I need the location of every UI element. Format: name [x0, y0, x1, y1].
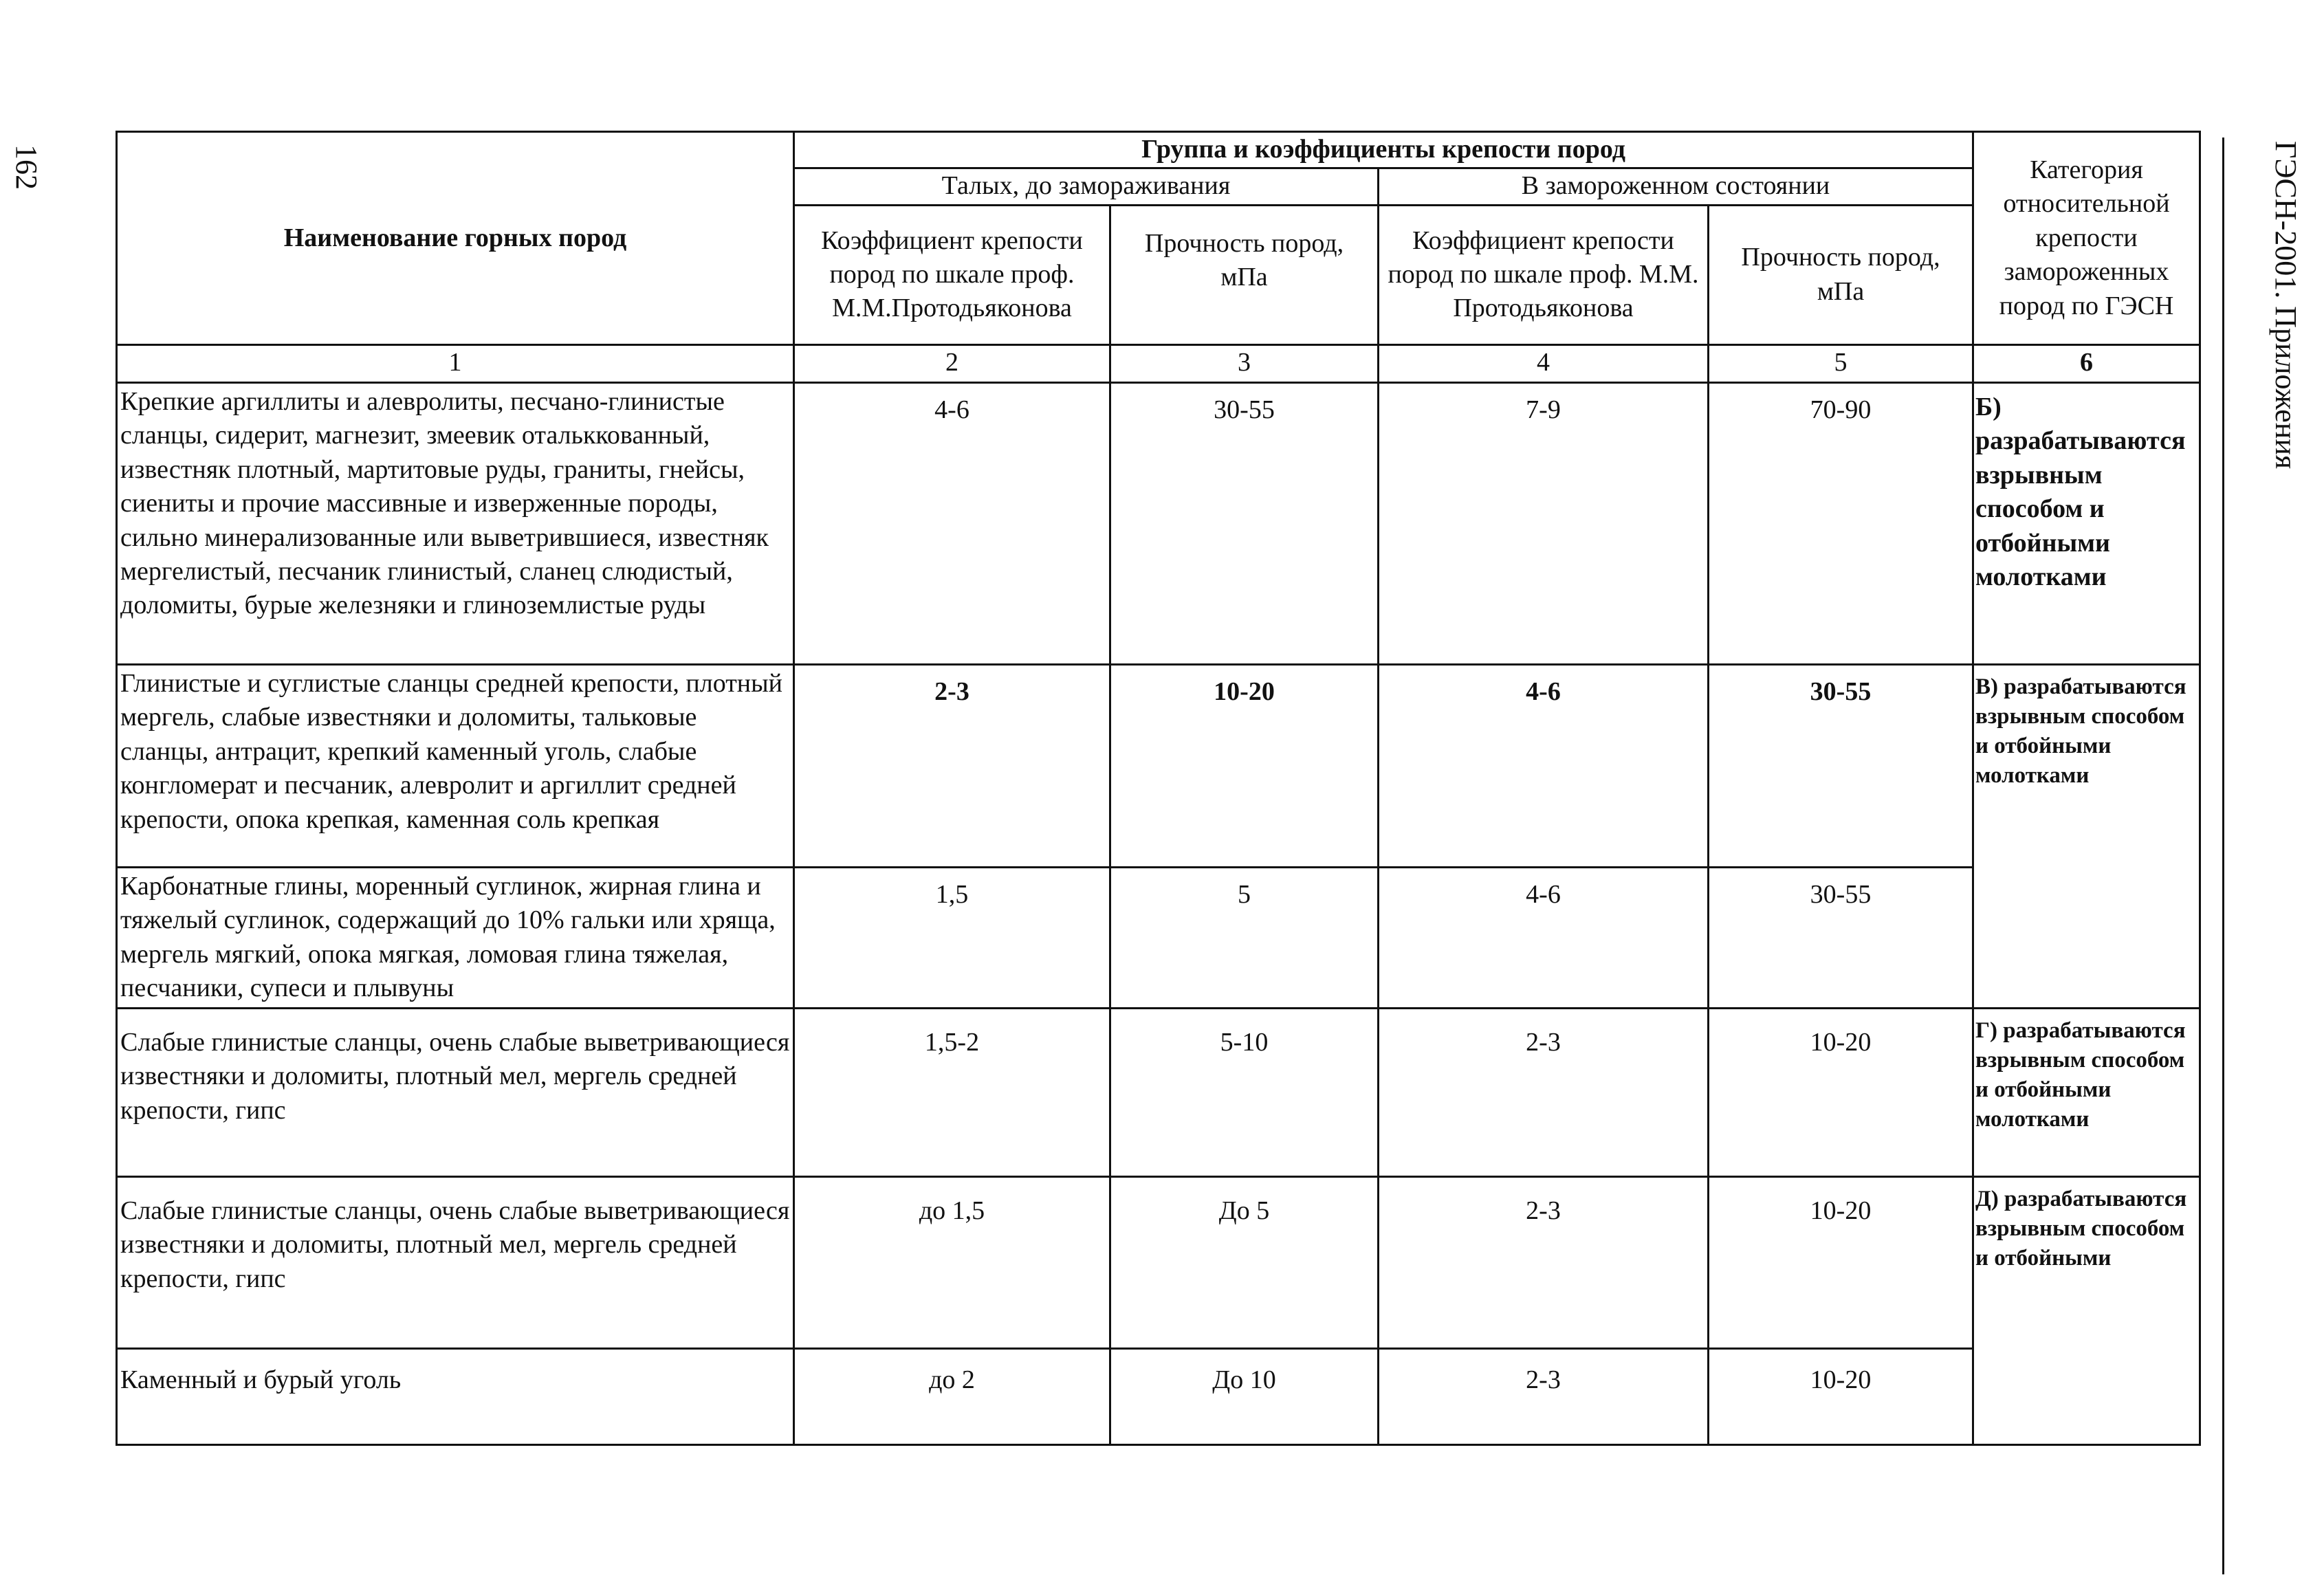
- strength-thawed: 30-55: [1110, 382, 1379, 664]
- table-row: [117, 1348, 2200, 1444]
- header-frozen: В замороженном состоянии: [1379, 168, 1973, 205]
- table-row: [117, 1008, 2200, 1176]
- column-number: 6: [1973, 344, 2200, 382]
- rock-name: Слабые глинистые сланцы, очень слабые выветривающиеся известняки и доломиты, плотный мел, мергель средней крепости, гипс: [117, 1176, 794, 1348]
- coef-frozen: 4-6: [1379, 867, 1709, 1008]
- rock-strength-table: [116, 131, 2201, 1446]
- running-head: ГЭСН-2001. Приложения: [2269, 141, 2303, 470]
- coef-frozen: 2-3: [1379, 1348, 1709, 1444]
- table-row: [117, 867, 2200, 1008]
- coef-frozen: 2-3: [1379, 1176, 1709, 1348]
- header-strength-thawed: Прочность пород, мПа: [1110, 205, 1379, 344]
- rock-name: Крепкие аргиллиты и алевролиты, песчано-глинистые сланцы, сидерит, магнезит, змеевик отальккованный, известняк плотный, мартитовые руды, граниты, гнейсы, сиениты и прочие массивные и изверженные породы, сильно минерализованные или выветрившиеся, известняк мергелистый, песчаник глинистый, сланец слюдистый, доломиты, бурые железняки и глиноземлистые руды: [117, 382, 794, 664]
- column-number: 4: [1379, 344, 1709, 382]
- coef-thawed: до 2: [794, 1348, 1110, 1444]
- header-strength-frozen: Прочность пород, мПа: [1709, 205, 1973, 344]
- coef-thawed: до 1,5: [794, 1176, 1110, 1348]
- header-thawed: Талых, до замораживания: [794, 168, 1379, 205]
- page-number: 162: [10, 144, 43, 190]
- coef-frozen: 4-6: [1379, 664, 1709, 867]
- header-group: Группа и коэффициенты крепости пород: [794, 132, 1973, 168]
- coef-frozen: 2-3: [1379, 1008, 1709, 1176]
- coef-frozen: 7-9: [1379, 382, 1709, 664]
- category: Г) разрабатываются взрывным способом и отбойными молотками: [1973, 1008, 2200, 1176]
- strength-frozen: 70-90: [1709, 382, 1973, 664]
- rock-name: Карбонатные глины, моренный суглинок, жирная глина и тяжелый суглинок, содержащий до 10% гальки или хряща, мергель мягкий, опока мягкая, ломовая глина тяжелая, песчаники, супеси и плывуны: [117, 867, 794, 1008]
- header-category: Категория относительной крепости замороженных пород по ГЭСН: [1973, 132, 2200, 345]
- table-row: [117, 382, 2200, 664]
- strength-frozen: 30-55: [1709, 664, 1973, 867]
- column-number: 1: [117, 344, 794, 382]
- strength-thawed: 5: [1110, 867, 1379, 1008]
- strength-frozen: 10-20: [1709, 1008, 1973, 1176]
- coef-thawed: 1,5: [794, 867, 1110, 1008]
- rock-name: Глинистые и суглистые сланцы средней крепости, плотный мергель, слабые известняки и доломиты, тальковые сланцы, антрацит, крепкий каменный уголь, слабые конгломерат и песчаник, алевролит и аргиллит средней крепости, опока крепкая, каменная соль крепкая: [117, 664, 794, 867]
- table-row: [117, 1176, 2200, 1348]
- strength-thawed: До 5: [1110, 1176, 1379, 1348]
- category: Д) разрабатываются взрывным способом и отбойными: [1973, 1176, 2200, 1444]
- strength-frozen: 30-55: [1709, 867, 1973, 1008]
- category: Б) разрабатываются взрывным способом и отбойными молотками: [1973, 382, 2200, 664]
- strength-thawed: До 10: [1110, 1348, 1379, 1444]
- header-coef-frozen: Коэффициент крепости пород по шкале проф. М.М. Протодьяконова: [1379, 205, 1709, 344]
- column-number: 5: [1709, 344, 1973, 382]
- strength-frozen: 10-20: [1709, 1176, 1973, 1348]
- strength-thawed: 5-10: [1110, 1008, 1379, 1176]
- column-number-row: [117, 344, 2200, 382]
- header-rock-name: Наименование горных пород: [117, 132, 794, 345]
- column-number: 3: [1110, 344, 1379, 382]
- table-row: [117, 664, 2200, 867]
- coef-thawed: 1,5-2: [794, 1008, 1110, 1176]
- rock-name: Слабые глинистые сланцы, очень слабые выветривающиеся известняки и доломиты, плотный мел, мергель средней крепости, гипс: [117, 1008, 794, 1176]
- strength-frozen: 10-20: [1709, 1348, 1973, 1444]
- rock-name: Каменный и бурый уголь: [117, 1348, 794, 1444]
- column-number: 2: [794, 344, 1110, 382]
- strength-thawed: 10-20: [1110, 664, 1379, 867]
- header-coef-thawed: Коэффициент крепости пород по шкале проф. М.М.Протодьяконова: [794, 205, 1110, 344]
- category: В) разрабатываются взрывным способом и отбойными молотками: [1973, 664, 2200, 1008]
- coef-thawed: 4-6: [794, 382, 1110, 664]
- coef-thawed: 2-3: [794, 664, 1110, 867]
- right-margin-rule: [2222, 138, 2224, 1574]
